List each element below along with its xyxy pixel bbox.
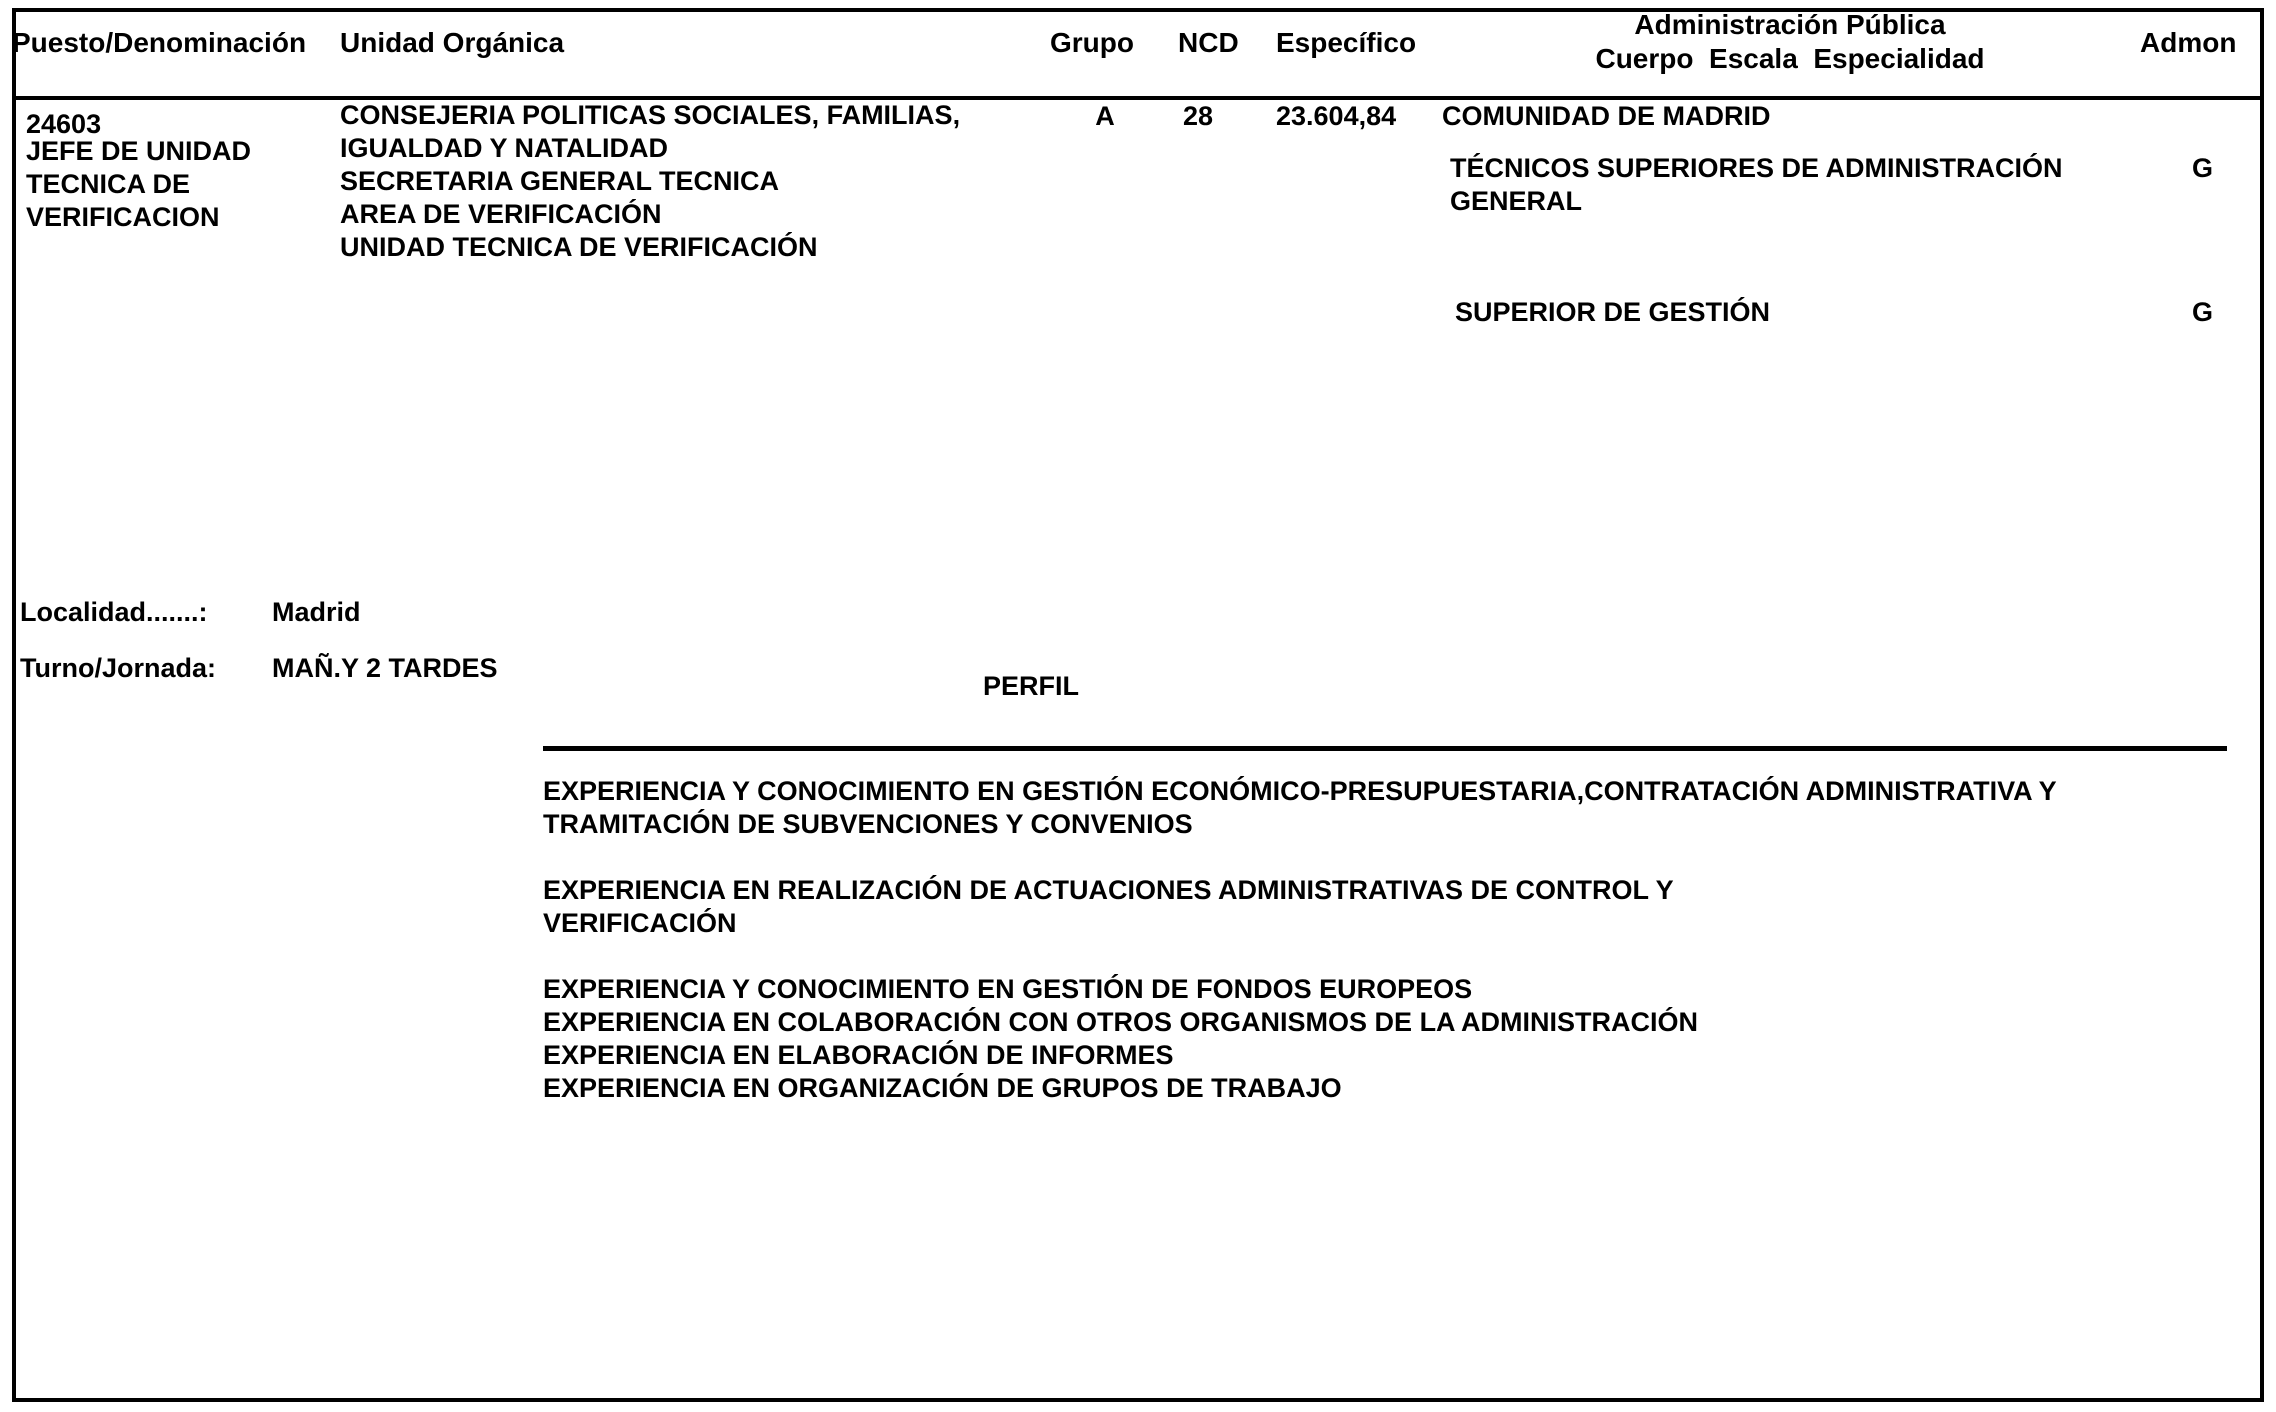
administracion-value: COMUNIDAD DE MADRID xyxy=(1442,101,1771,131)
localidad-label: Localidad.......: xyxy=(20,597,208,627)
especifico-value: 23.604,84 xyxy=(1276,101,1397,131)
header-admon: Admon xyxy=(2140,27,2237,58)
cuerpo-line: TÉCNICOS SUPERIORES DE ADMINISTRACIÓN xyxy=(1450,153,2063,183)
unidad-line: SECRETARIA GENERAL TECNICA xyxy=(340,166,780,196)
cuerpo-1 xyxy=(1450,152,2063,218)
unidad-line: UNIDAD TECNICA DE VERIFICACIÓN xyxy=(340,232,818,262)
puesto-code: 24603 xyxy=(26,109,102,139)
cuerpo-line: GENERAL xyxy=(1450,186,1583,216)
header-grupo: Grupo xyxy=(1050,27,1134,58)
cuerpo-2: SUPERIOR DE GESTIÓN xyxy=(1455,297,1771,327)
perfil-item: EXPERIENCIA EN ORGANIZACIÓN DE GRUPOS DE TRABAJO xyxy=(543,1073,1342,1103)
perfil-item: EXPERIENCIA EN ELABORACIÓN DE INFORMES xyxy=(543,1040,1174,1070)
unidad-line: CONSEJERIA POLITICAS SOCIALES, FAMILIAS, xyxy=(340,100,961,130)
unidad-line: AREA DE VERIFICACIÓN xyxy=(340,199,662,229)
turno-value: MAÑ.Y 2 TARDES xyxy=(272,653,498,683)
ncd-value: 28 xyxy=(1183,101,1214,131)
puesto-denominacion xyxy=(26,135,251,234)
turno-label: Turno/Jornada: xyxy=(20,653,217,683)
header-unidad: Unidad Orgánica xyxy=(340,27,565,58)
perfil-divider xyxy=(543,746,2227,751)
header-ncd: NCD xyxy=(1178,27,1239,58)
perfil-list xyxy=(543,775,2057,1105)
localidad-value: Madrid xyxy=(272,597,361,627)
perfil-item: EXPERIENCIA EN COLABORACIÓN CON OTROS ORGANISMOS DE LA ADMINISTRACIÓN xyxy=(543,1007,1699,1037)
admon-value: G xyxy=(2192,153,2214,183)
grupo-value: A xyxy=(1095,101,1115,131)
denominacion-line: VERIFICACION xyxy=(26,202,220,232)
perfil-item: VERIFICACIÓN xyxy=(543,908,737,938)
header-puesto: Puesto/Denominación xyxy=(12,27,307,58)
denominacion-line: JEFE DE UNIDAD xyxy=(26,136,252,166)
unidad-line: IGUALDAD Y NATALIDAD xyxy=(340,133,668,163)
perfil-item: EXPERIENCIA Y CONOCIMIENTO EN GESTIÓN DE FONDOS EUROPEOS xyxy=(543,974,1473,1004)
admon-value: G xyxy=(2192,297,2214,327)
header-admin-title: Administración Pública xyxy=(1634,9,1946,40)
header-especifico: Específico xyxy=(1276,27,1417,58)
denominacion-line: TECNICA DE xyxy=(26,169,191,199)
perfil-title: PERFIL xyxy=(983,671,1080,701)
header-admin-subtitle: Cuerpo Escala Especialidad xyxy=(1595,43,1985,74)
perfil-item: TRAMITACIÓN DE SUBVENCIONES Y CONVENIOS xyxy=(543,809,1193,839)
unidad-organica xyxy=(340,99,960,264)
perfil-item: EXPERIENCIA Y CONOCIMIENTO EN GESTIÓN ECONÓMICO-PRESUPUESTARIA,CONTRATACIÓN ADMINISTRATIVA Y xyxy=(543,776,2057,806)
perfil-item: EXPERIENCIA EN REALIZACIÓN DE ACTUACIONES ADMINISTRATIVAS DE CONTROL Y xyxy=(543,875,1674,905)
